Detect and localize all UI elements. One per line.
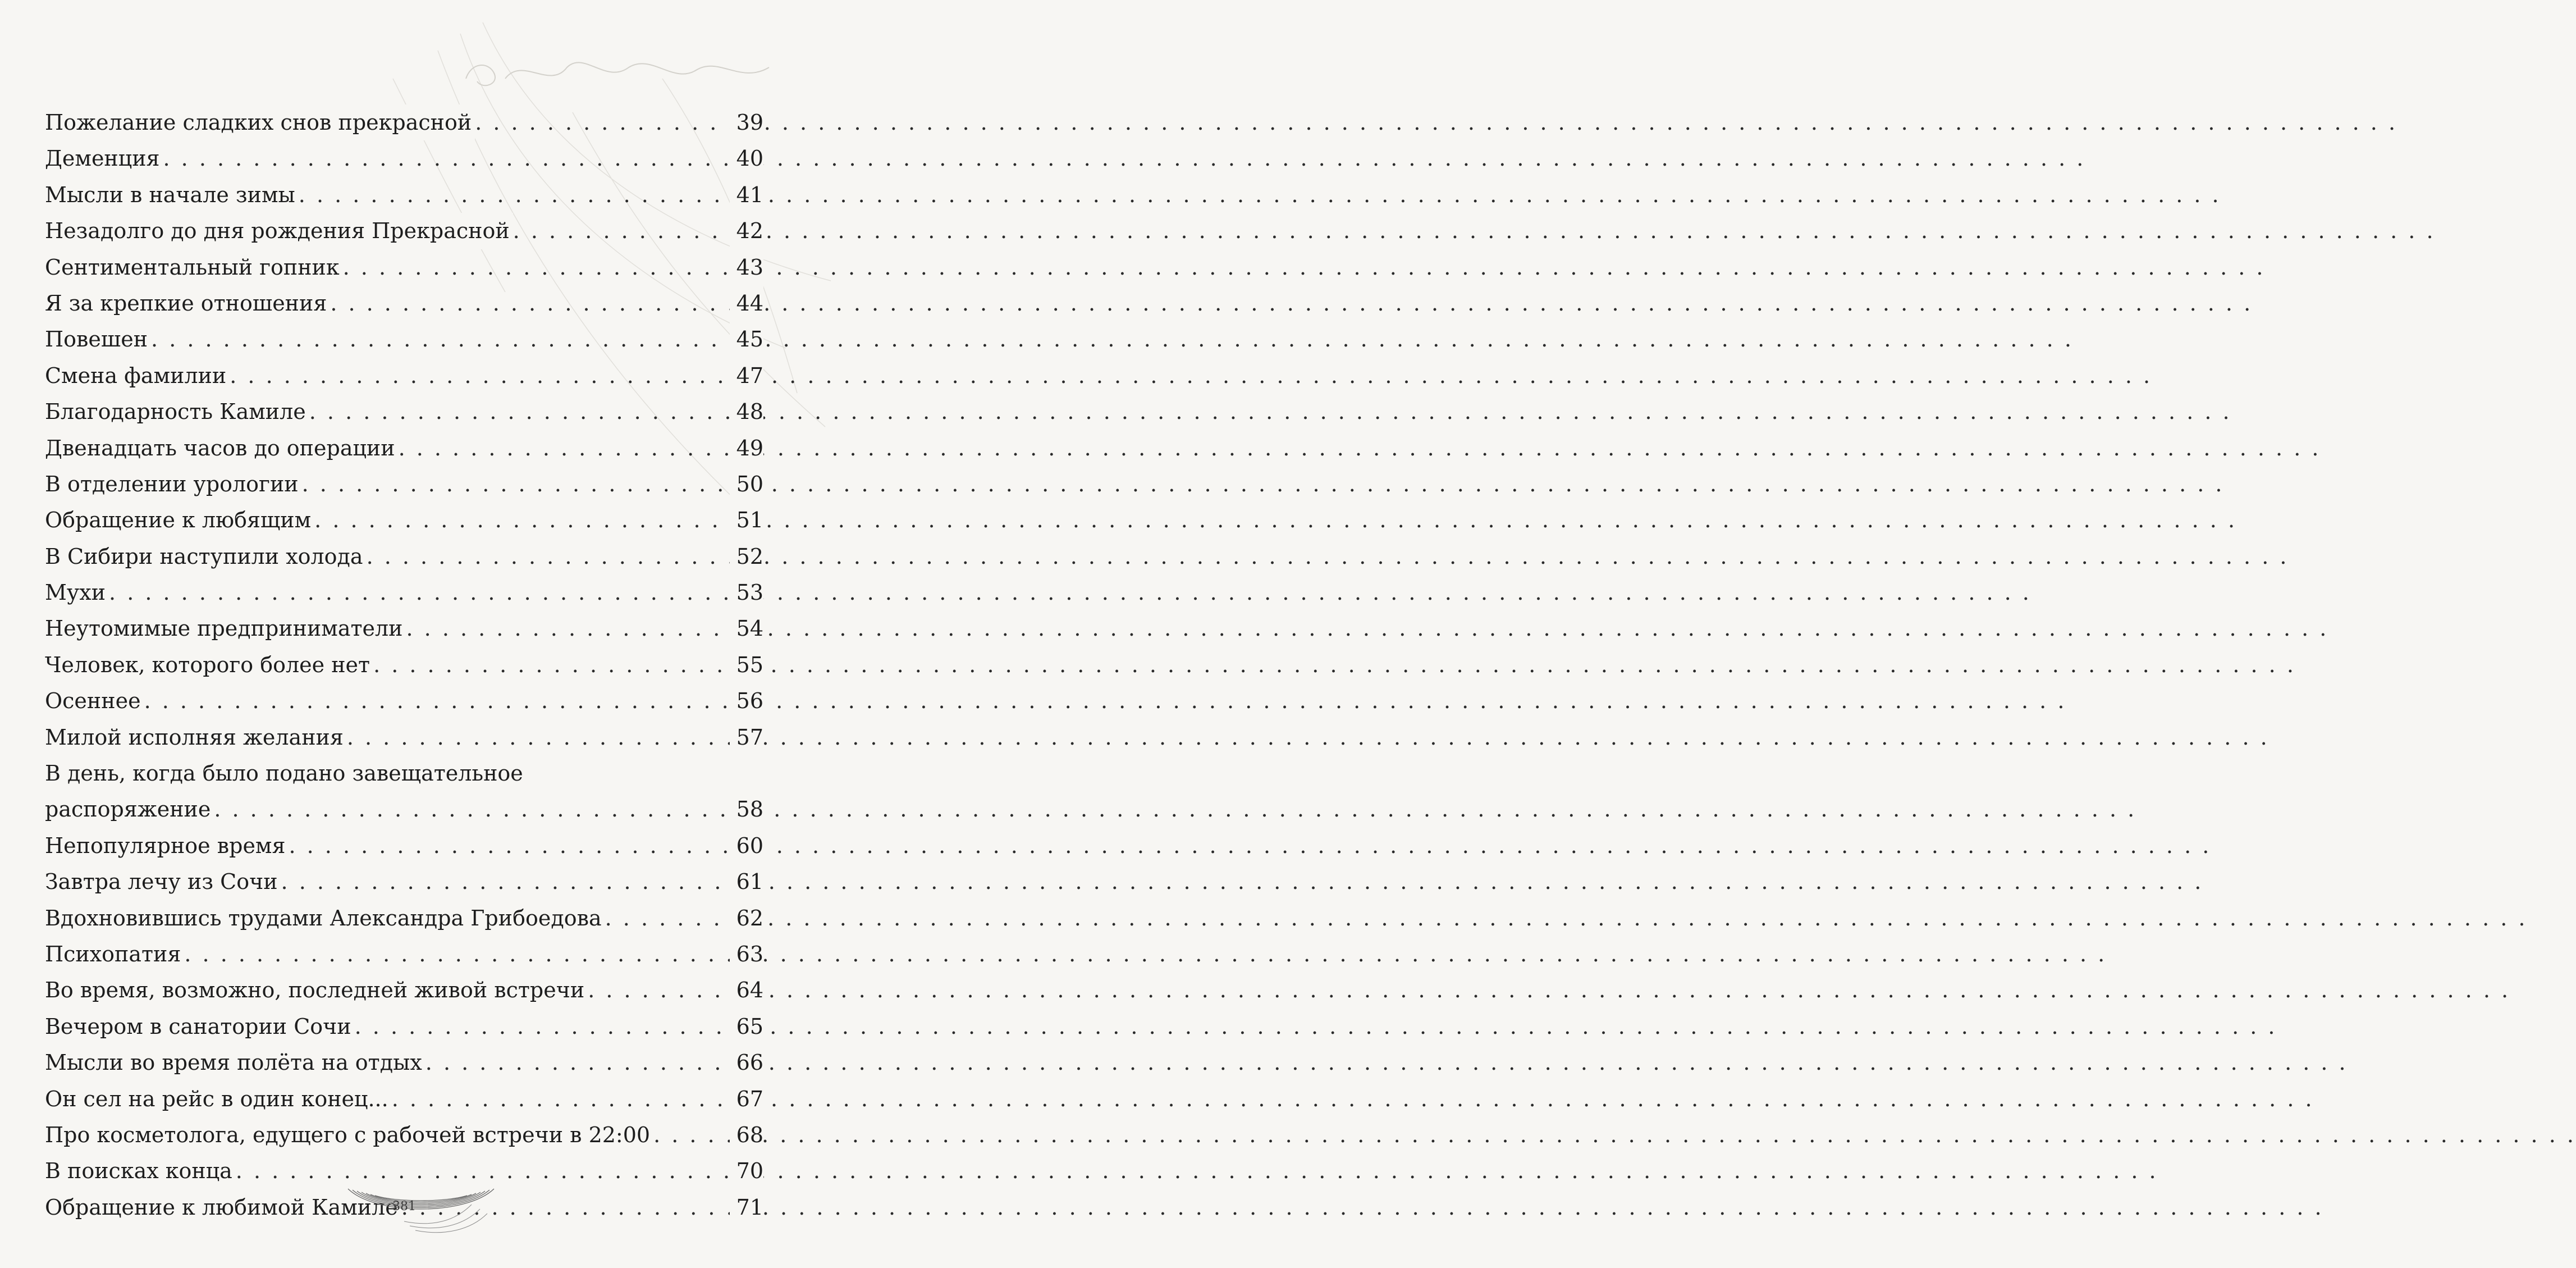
- table-of-contents: [45, 104, 763, 1225]
- toc-entry: [45, 104, 763, 140]
- toc-entry-title: Мысли во время полёта на отдых: [45, 1044, 425, 1080]
- toc-entry-title: Завтра лечу из Сочи: [45, 864, 281, 900]
- toc-entry-title: Пожелание сладких снов прекрасной: [45, 104, 475, 140]
- dot-leader: [406, 610, 730, 646]
- toc-entry-title: В день, когда было подано завещательное: [45, 755, 527, 791]
- toc-entry-title: Благодарность Камиле: [45, 394, 309, 430]
- toc-entry-page: 56: [730, 683, 763, 719]
- toc-entry-page: 51: [730, 502, 763, 538]
- toc-entry-page: 60: [730, 828, 763, 864]
- toc-entry-line1: [45, 755, 763, 791]
- dot-leader: [347, 719, 730, 755]
- toc-entry-title: Обращение к любящим: [45, 502, 314, 538]
- toc-entry-title: Двенадцать часов до операции: [45, 430, 399, 466]
- toc-entry-page: 54: [730, 610, 763, 646]
- toc-entry: [45, 647, 763, 683]
- dot-leader: [184, 936, 730, 972]
- toc-entry: [45, 828, 763, 864]
- toc-entry-title: В отделении урологии: [45, 466, 302, 502]
- dot-leader: [163, 140, 730, 176]
- page-number: 381: [392, 1199, 416, 1214]
- toc-entry: [45, 683, 763, 719]
- dot-leader: [230, 358, 730, 394]
- toc-entry-page: 58: [730, 791, 763, 827]
- dot-leader: [425, 1044, 730, 1080]
- toc-entry-title: В поисках конца: [45, 1153, 236, 1189]
- toc-entry: [45, 791, 763, 827]
- toc-entry-title: Психопатия: [45, 936, 184, 972]
- toc-entry: [45, 394, 763, 430]
- toc-entry-title: Вечером в санатории Сочи: [45, 1009, 355, 1044]
- toc-entry: [45, 1009, 763, 1044]
- dot-leader: [355, 1009, 730, 1044]
- toc-entry-page: 64: [730, 972, 763, 1008]
- toc-entry-page: 57: [730, 719, 763, 755]
- toc-entry-page: 50: [730, 466, 763, 502]
- bleed-through-script: [466, 62, 769, 85]
- toc-entry-page: 68: [730, 1117, 763, 1153]
- toc-entry: [45, 430, 763, 466]
- toc-entry-page: 48: [730, 394, 763, 430]
- dot-leader: [151, 321, 730, 357]
- toc-entry-title: Повешен: [45, 321, 151, 357]
- dot-leader: [588, 972, 730, 1008]
- toc-entry: [45, 140, 763, 176]
- dot-leader: [343, 249, 730, 285]
- dot-leader: [399, 430, 730, 466]
- dot-leader: [299, 177, 730, 213]
- toc-entry-title: Он сел на рейс в один конец...: [45, 1081, 392, 1117]
- dot-leader: [281, 864, 730, 900]
- dot-leader: [314, 502, 730, 538]
- dot-leader: [289, 828, 730, 864]
- toc-entry: [45, 466, 763, 502]
- toc-entry-page: 43: [730, 249, 763, 285]
- toc-entry-title: Сентиментальный гопник: [45, 249, 343, 285]
- toc-entry-title: Деменция: [45, 140, 163, 176]
- toc-entry-page: 52: [730, 539, 763, 574]
- dot-leader: [144, 683, 730, 719]
- dot-leader: [367, 539, 730, 574]
- dot-leader: [214, 791, 730, 827]
- dot-leader: [109, 574, 730, 610]
- toc-entry-title-continued: распоряжение: [45, 791, 214, 827]
- dot-leader: [605, 900, 730, 936]
- toc-entry: [45, 864, 763, 900]
- toc-entry-title: Человек, которого более нет: [45, 647, 373, 683]
- toc-entry: [45, 358, 763, 394]
- toc-entry-page: 70: [730, 1153, 763, 1189]
- toc-entry-page: 39: [730, 104, 763, 140]
- dot-leader: [475, 104, 730, 140]
- toc-entry-title: Про косметолога, едущего с рабочей встречи в 22:00: [45, 1117, 653, 1153]
- toc-entry-title: Неутомимые предприниматели: [45, 610, 406, 646]
- toc-entry: [45, 539, 763, 574]
- dot-leader: [513, 213, 730, 249]
- toc-entry-title: Смена фамилии: [45, 358, 230, 394]
- toc-entry: [45, 900, 763, 936]
- toc-entry-title: Незадолго до дня рождения Прекрасной: [45, 213, 513, 249]
- toc-entry: [45, 610, 763, 646]
- toc-entry-title: Мухи: [45, 574, 109, 610]
- toc-entry-page: 67: [730, 1081, 763, 1117]
- toc-entry-title: Осеннее: [45, 683, 144, 719]
- toc-entry-title: Во время, возможно, последней живой встречи: [45, 972, 588, 1008]
- toc-entry-page: 41: [730, 177, 763, 213]
- toc-entry: [45, 177, 763, 213]
- toc-entry: [45, 1081, 763, 1117]
- toc-entry: [45, 1117, 763, 1153]
- footer-ornament: [342, 1182, 500, 1244]
- toc-entry-title: Непопулярное время: [45, 828, 289, 864]
- dot-leader: [302, 466, 730, 502]
- dot-leader: [330, 285, 730, 321]
- toc-entry-page: 71: [730, 1189, 763, 1225]
- toc-entry-title: Милой исполняя желания: [45, 719, 347, 755]
- dot-leader: [309, 394, 730, 430]
- toc-entry: [45, 574, 763, 610]
- toc-entry-page: 55: [730, 647, 763, 683]
- toc-entry-title: Вдохновившись трудами Александра Грибоедова: [45, 900, 605, 936]
- toc-entry-page: 42: [730, 213, 763, 249]
- dot-leader: [373, 647, 730, 683]
- toc-entry-title: Я за крепкие отношения: [45, 285, 330, 321]
- toc-entry-page: 65: [730, 1009, 763, 1044]
- toc-entry: [45, 502, 763, 538]
- toc-entry: [45, 972, 763, 1008]
- toc-entry: [45, 321, 763, 357]
- toc-entry-title: В Сибири наступили холода: [45, 539, 367, 574]
- toc-entry-page: 53: [730, 574, 763, 610]
- toc-entry-page: 66: [730, 1044, 763, 1080]
- toc-entry-page: 40: [730, 140, 763, 176]
- toc-entry: [45, 285, 763, 321]
- dot-leader: [392, 1081, 730, 1117]
- toc-entry: [45, 719, 763, 755]
- toc-entry-page: 62: [730, 900, 763, 936]
- toc-entry-page: 49: [730, 430, 763, 466]
- toc-entry-page: 47: [730, 358, 763, 394]
- toc-entry-page: 44: [730, 285, 763, 321]
- toc-entry: [45, 249, 763, 285]
- toc-entry-title: Обращение к любимой Камиле: [45, 1189, 401, 1225]
- toc-entry-page: 45: [730, 321, 763, 357]
- dot-leader: [653, 1117, 730, 1153]
- toc-entry-title: Мысли в начале зимы: [45, 177, 299, 213]
- toc-entry: [45, 1044, 763, 1080]
- toc-entry-page: 61: [730, 864, 763, 900]
- toc-entry: [45, 936, 763, 972]
- toc-entry: [45, 213, 763, 249]
- toc-entry-page: 63: [730, 936, 763, 972]
